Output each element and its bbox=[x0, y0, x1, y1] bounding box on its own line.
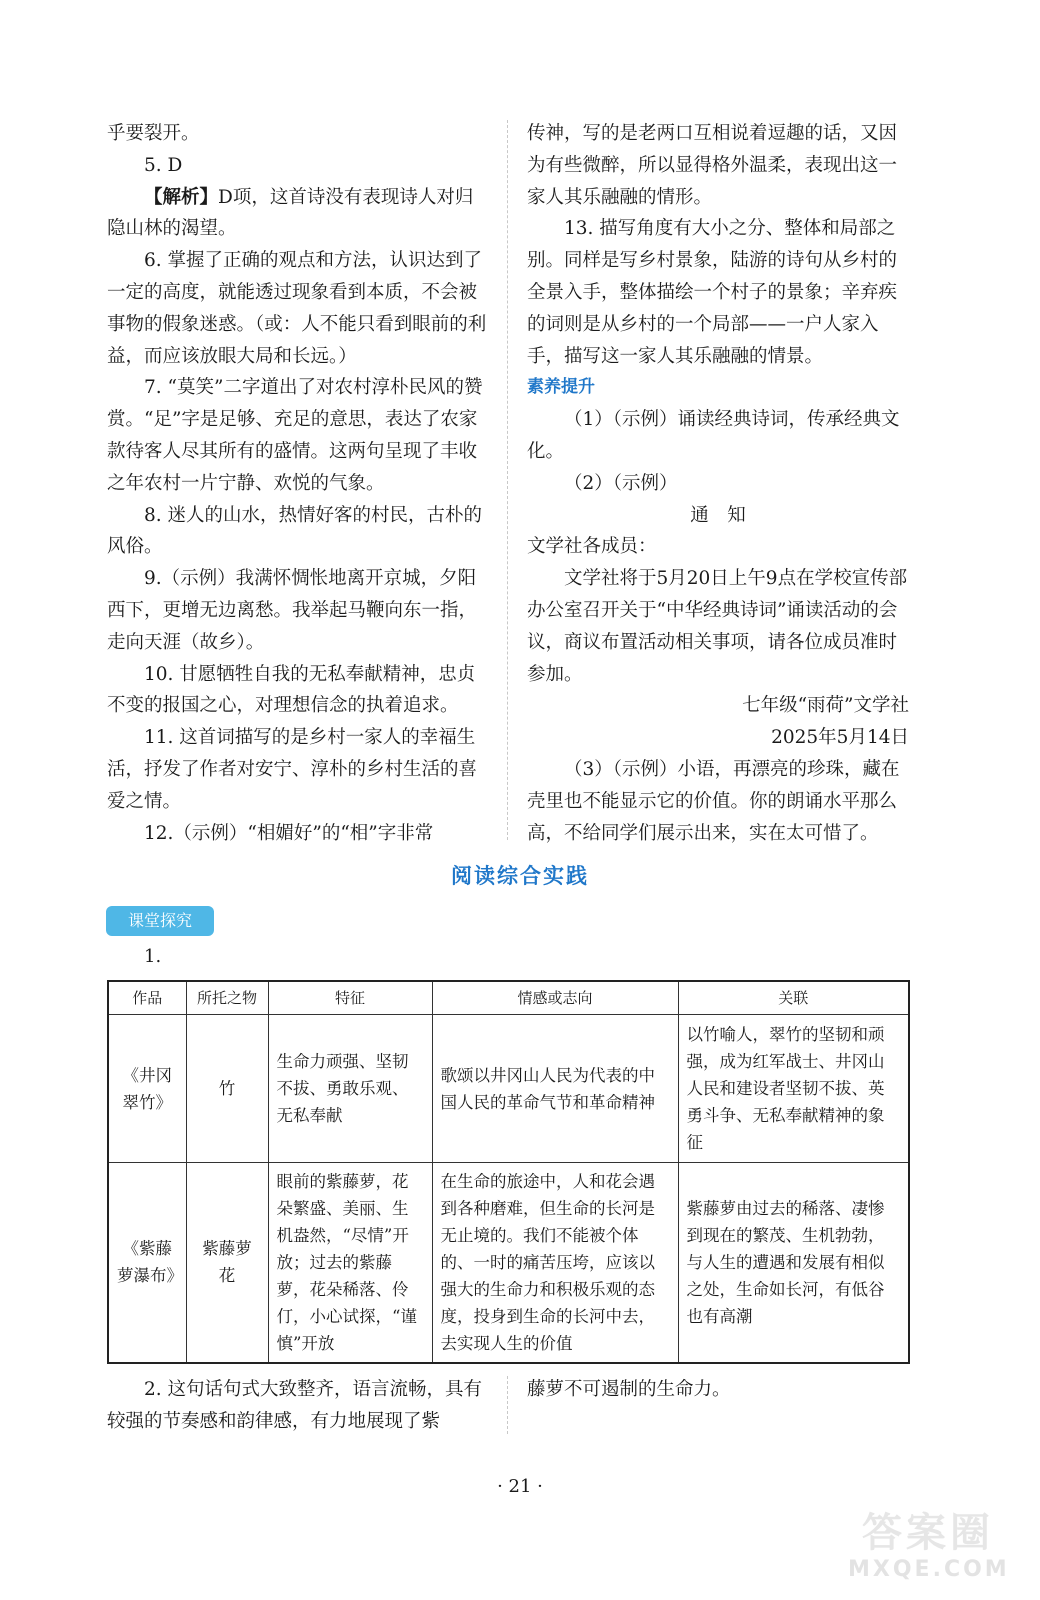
suyang-2: （2）（示例） bbox=[564, 472, 678, 494]
table-header: 特征 bbox=[268, 981, 432, 1015]
table-cell: 紫藤萝由过去的稀落、凄惨到现在的繁茂、生机勃勃，与人生的遭遇和发展有相似之处，生命如长河，有低谷也有高潮 bbox=[678, 1163, 909, 1363]
answer-8: 8. 迷人的山水，热情好客的村民，古朴的风俗。 bbox=[107, 504, 483, 558]
question-1-label: 1. bbox=[144, 946, 162, 967]
table-cell: 竹 bbox=[186, 1015, 268, 1163]
suyang-1: （1）（示例）诵读经典诗词，传承经典文化。 bbox=[527, 409, 900, 462]
analysis-text: D项，这首诗没有表现诗人对归隐山林的渴望。 bbox=[107, 186, 474, 240]
analysis-tag: 【解析】 bbox=[144, 186, 219, 208]
table-cell: 在生命的旅途中，人和花会遇到各种磨难，但生命的长河是无止境的。我们不能被个体的、一时的痛苦压垮，应该以强大的生命力和积极乐观的态度，投身到生命的长河中去，去实现人生的价值 bbox=[432, 1163, 678, 1363]
notice-body: 文学社将于5月20日上午9点在学校宣传部办公室召开关于“中华经典诗词”诵读活动的会议，商议布置活动相关事项，请各位成员准时参加。 bbox=[527, 568, 908, 685]
section-heading-suyang: 素养提升 bbox=[527, 377, 595, 398]
table-cell: 《紫藤萝瀑布》 bbox=[108, 1163, 186, 1363]
answer-text: 乎要裂开。 bbox=[107, 123, 200, 144]
answer-2-left: 2. 这句话句式大致整齐，语言流畅，具有较强的节奏感和韵律感，有力地展现了紫 bbox=[107, 1379, 483, 1432]
page-number: · 21 · bbox=[497, 1476, 543, 1497]
table-header: 所托之物 bbox=[186, 981, 268, 1015]
answer-13: 13. 描写角度有大小之分、整体和局部之别。同样是写乡村景象，陆游的诗句从乡村的全景入手，整体描绘一个村子的景象；辛弃疾的词则是从乡村的一个局部——一户人家入手，描写这一家人其乐融融的情景。 bbox=[527, 218, 898, 367]
watermark-logo bbox=[848, 1510, 1008, 1590]
right-column bbox=[527, 118, 909, 849]
answer-10: 10. 甘愿牺牲自我的无私奉献精神，忠贞不变的报国之心，对理想信念的执着追求。 bbox=[107, 663, 476, 717]
answer-12: 12.（示例）“相媚好”的“相”字非常 bbox=[144, 822, 434, 844]
notice-recipient: 文学社各成员： bbox=[527, 536, 657, 558]
table-header: 作品 bbox=[108, 981, 186, 1015]
comparison-table bbox=[107, 980, 910, 1364]
answer-6: 6. 掌握了正确的观点和方法，认识达到了一定的高度，就能透过现象看到本质，不会被事物的假象迷惑。（或：人不能只看到眼前的利益，而应该放眼大局和长远。） bbox=[107, 250, 487, 367]
table-header: 情感或志向 bbox=[432, 981, 678, 1015]
table-cell: 生命力顽强、坚韧不拔、勇敢乐观、无私奉献 bbox=[268, 1015, 432, 1163]
notice-date: 2025年5月14日 bbox=[771, 727, 909, 749]
left-column bbox=[107, 118, 489, 849]
column-divider-bottom bbox=[507, 1376, 508, 1434]
suyang-3: （3）（示例）小语，再漂亮的珍珠，藏在壳里也不能显示它的价值。你的朗诵水平那么高，不给同学们展示出来，实在太可惜了。 bbox=[527, 758, 900, 844]
notice-signature: 七年级“雨荷”文学社 bbox=[742, 695, 909, 717]
answer-11: 11. 这首词描写的是乡村一家人的幸福生活，抒发了作者对安宁、淳朴的乡村生活的喜爱之情。 bbox=[107, 727, 478, 812]
answer-5-analysis bbox=[107, 182, 489, 246]
table-header: 关联 bbox=[678, 981, 909, 1015]
table-cell: 眼前的紫藤萝，花朵繁盛、美丽、生机盎然，“尽情”开放；过去的紫藤萝，花朵稀落、伶仃，小心试探，“谨慎”开放 bbox=[268, 1163, 432, 1363]
table-cell: 紫藤萝花 bbox=[186, 1163, 268, 1363]
table-row bbox=[108, 1163, 909, 1363]
table-cell: 歌颂以井冈山人民为代表的中国人民的革命气节和革命精神 bbox=[432, 1015, 678, 1163]
table-cell: 以竹喻人，翠竹的坚韧和顽强，成为红军战士、井冈山人民和建设者坚韧不拔、英勇斗争、无私奉献精神的象征 bbox=[678, 1015, 909, 1163]
table-row bbox=[108, 1015, 909, 1163]
table-header-row bbox=[108, 981, 909, 1015]
section-title: 阅读综合实践 bbox=[451, 864, 589, 888]
watermark-url: MXQE.COM bbox=[848, 1557, 1010, 1582]
notice-title: 通 知 bbox=[690, 504, 746, 526]
answer-5: 5. D bbox=[144, 154, 183, 176]
column-divider bbox=[507, 120, 508, 840]
answer-9: 9.（示例）我满怀惆怅地离开京城，夕阳西下，更增无边离愁。我举起马鞭向东一指，走向天涯（故乡）。 bbox=[107, 568, 478, 653]
table-cell: 《井冈翠竹》 bbox=[108, 1015, 186, 1163]
answer-7: 7. “莫笑”二字道出了对农村淳朴民风的赞赏。“足”字是足够、充足的意思，表达了农家款待客人尽其所有的盛情。这两句呈现了丰收之年农村一片宁静、欢悦的气象。 bbox=[107, 377, 483, 494]
section-badge: 课堂探究 bbox=[106, 906, 214, 936]
answer-12-cont: 传神，写的是老两口互相说着逗趣的话，又因为有些微醉，所以显得格外温柔，表现出这一家人其乐融融的情形。 bbox=[527, 123, 898, 208]
watermark-logo-text: 答案圈 bbox=[862, 1510, 994, 1556]
answer-2-right: 藤萝不可遏制的生命力。 bbox=[527, 1379, 731, 1400]
